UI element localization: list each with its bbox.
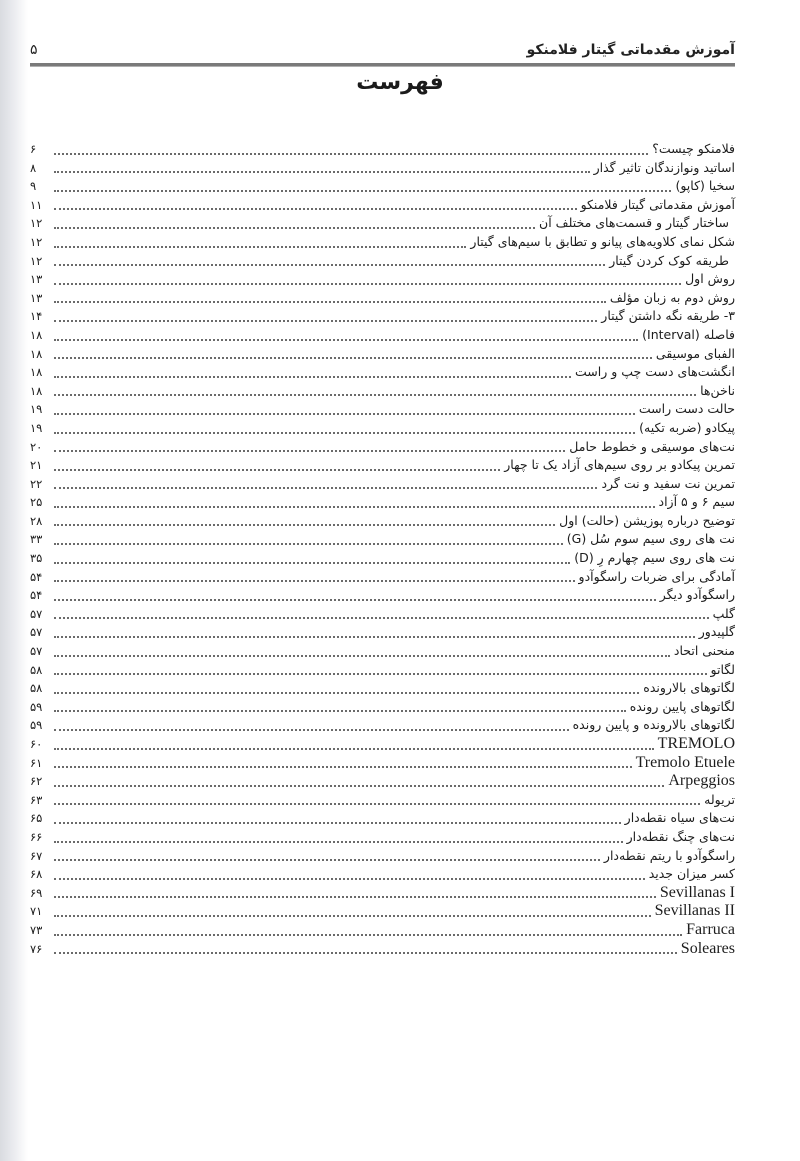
toc-entry	[30, 233, 735, 252]
dot-leader	[54, 599, 656, 601]
toc-entry-label: توضیح درباره پوزیشن (حالت) اول	[559, 512, 735, 528]
dot-leader	[54, 710, 626, 712]
toc-entry	[30, 679, 735, 698]
toc-entry-label: Sevillanas II	[654, 902, 735, 920]
dot-leader	[54, 190, 671, 192]
toc-entry-page: ۶۷	[30, 848, 43, 863]
running-header	[30, 40, 735, 62]
toc-entry	[30, 847, 735, 866]
toc-entry-label: لگاتو	[710, 661, 735, 677]
toc-entry-label: لگاتوهای بالارونده و پایین رونده	[572, 717, 735, 733]
toc-entry-page: ۷۱	[30, 904, 43, 919]
dot-leader	[54, 320, 597, 322]
toc-entry-label: ساختار گیتار و قسمت‌های مختلف آن	[539, 215, 729, 231]
dot-leader	[54, 617, 709, 619]
toc-entry	[30, 661, 735, 680]
dot-leader	[54, 748, 654, 750]
toc-entry-page: ۶۶	[30, 829, 43, 844]
dot-leader	[54, 655, 670, 657]
toc-entry	[30, 568, 735, 587]
toc-entry-page: ۳۳	[30, 532, 43, 547]
toc-entry	[30, 921, 735, 940]
toc-entry-page: ۶۰	[30, 737, 43, 751]
toc-entry-label: حالت دست راست	[638, 401, 735, 417]
toc-entry-label: پیکادو (ضربه تکیه)	[639, 419, 735, 435]
toc-entry	[30, 642, 735, 661]
dot-leader	[54, 562, 570, 564]
toc-entry-label: روش دوم به زبان مؤلف	[609, 289, 735, 305]
toc-entry-page: ۱۲	[30, 234, 43, 249]
toc-entry-page: ۶۱	[30, 755, 43, 770]
toc-entry-page: ۱۳	[30, 272, 43, 287]
dot-leader	[54, 729, 569, 731]
toc-entry-page: ۵۷	[30, 625, 43, 640]
dot-leader	[54, 339, 638, 341]
table-of-contents	[30, 140, 735, 958]
dot-leader	[54, 301, 606, 303]
dot-leader	[54, 878, 645, 880]
toc-entry-page: ۲۰	[30, 439, 43, 454]
toc-entry-label: ناخن‌ها	[700, 382, 735, 398]
toc-entry-label: راسگوآدو دیگر	[659, 587, 735, 603]
toc-entry	[30, 140, 735, 159]
dot-leader	[54, 153, 648, 155]
dot-leader	[54, 450, 565, 452]
toc-entry-label: روش اول	[685, 271, 735, 287]
toc-entry	[30, 252, 735, 271]
dot-leader	[54, 543, 563, 545]
toc-entry-label: Arpeggios	[668, 772, 735, 790]
dot-leader	[54, 692, 639, 694]
toc-entry-label: ۳- طریقه نگه داشتن گیتار	[601, 308, 735, 324]
toc-entry-label: TREMOLO	[657, 735, 735, 752]
toc-entry-label: نت‌های موسیقی و خطوط حامل	[569, 438, 735, 454]
toc-entry-label: انگشت‌های دست چپ و راست	[575, 364, 735, 380]
toc-entry	[30, 382, 735, 401]
toc-entry-page: ۱۲	[30, 253, 43, 268]
toc-entry	[30, 530, 735, 549]
toc-entry-label: فاصله (Interval)	[642, 326, 735, 342]
toc-entry-page: ۱۳	[30, 290, 43, 305]
toc-entry-page: ۱۱	[30, 197, 43, 212]
toc-entry-page: ۵۴	[30, 569, 43, 584]
toc-entry	[30, 902, 735, 921]
toc-entry	[30, 475, 735, 494]
toc-entry-page: ۶	[30, 142, 37, 156]
dot-leader	[54, 413, 635, 415]
toc-entry-page: ۵۷	[30, 644, 43, 659]
dot-leader	[54, 766, 632, 768]
dot-leader	[54, 246, 466, 248]
toc-entry	[30, 809, 735, 828]
toc-entry-label: الفبای موسیقی	[655, 345, 735, 361]
toc-entry-label: Sevillanas I	[659, 883, 735, 901]
toc-entry-label: گلپیدور	[698, 624, 735, 640]
toc-entry	[30, 456, 735, 475]
toc-entry-page: ۶۸	[30, 867, 43, 882]
toc-entry-page: ۷۳	[30, 922, 43, 937]
dot-leader	[54, 264, 605, 266]
dot-leader	[54, 376, 571, 378]
toc-entry	[30, 345, 735, 364]
toc-entry-label: نت های روی سیم سوم سُل (G)	[566, 531, 735, 547]
dot-leader	[54, 859, 600, 861]
toc-entry-label: فلامنکو چیست؟	[652, 141, 735, 156]
toc-entry	[30, 196, 735, 215]
page-edge-shadow	[0, 0, 28, 1161]
dot-leader	[54, 580, 575, 582]
toc-entry-label: Soleares	[680, 939, 735, 957]
toc-entry-page: ۷۶	[30, 941, 43, 956]
toc-entry-page: ۲۸	[30, 513, 43, 528]
dot-leader	[54, 636, 695, 638]
dot-leader	[54, 487, 597, 489]
toc-entry-label: Tremolo Etuele	[635, 753, 735, 771]
toc-entry-label: لگاتوهای پایین رونده	[629, 698, 735, 714]
dot-leader	[54, 208, 577, 210]
toc-entry-page: ۲۱	[30, 458, 43, 473]
dot-leader	[54, 673, 707, 675]
toc-entry	[30, 419, 735, 438]
toc-entry	[30, 214, 735, 233]
toc-entry-page: ۲۲	[30, 476, 43, 491]
toc-entry-page: ۱۹	[30, 402, 43, 417]
toc-entry-page: ۵۸	[30, 662, 43, 677]
toc-entry-label: نت های روی سیم چهارم رِ (D)	[574, 550, 735, 566]
toc-entry-page: ۱۴	[30, 309, 43, 324]
toc-entry-label: اساتید ونوازندگان تاثیر گذار	[593, 159, 735, 175]
toc-entry	[30, 177, 735, 196]
dot-leader	[54, 915, 651, 917]
toc-entry-label: Farruca	[686, 920, 735, 938]
dot-leader	[54, 357, 652, 359]
toc-entry-label: سخیا (کاپو)	[675, 178, 735, 194]
toc-entry-page: ۵۹	[30, 699, 43, 714]
dot-leader	[54, 822, 621, 824]
dot-leader	[54, 803, 700, 805]
toc-entry-label: نت‌های سیاه نقطه‌دار	[624, 810, 735, 826]
toc-entry-page: ۶۲	[30, 774, 43, 789]
toc-entry-page: ۱۸	[30, 383, 43, 398]
dot-leader	[54, 227, 535, 229]
toc-entry-label: راسگوآدو با ریتم نقطه‌دار	[603, 847, 735, 863]
toc-entry-label: لگاتوهای بالارونده	[643, 680, 735, 696]
dot-leader	[54, 432, 635, 434]
toc-entry-label: نت‌های چنگ نقطه‌دار	[626, 828, 735, 844]
toc-entry-label: منحنی اتحاد	[673, 643, 735, 659]
toc-entry	[30, 326, 735, 345]
toc-entry-label: تریوله	[704, 791, 735, 807]
toc-entry-page: ۱۸	[30, 327, 43, 342]
toc-entry-label: تمرین پیکادو بر روی سیم‌های آزاد یک تا چهار	[504, 457, 735, 473]
toc-entry-page: ۱۹	[30, 420, 43, 435]
dot-leader	[54, 952, 677, 954]
toc-entry-page: ۶۹	[30, 885, 43, 900]
toc-entry	[30, 623, 735, 642]
dot-leader	[54, 469, 500, 471]
dot-leader	[54, 171, 590, 173]
toc-entry-page: ۱۲	[30, 216, 43, 231]
toc-entry-label: آمادگی برای ضربات راسگوآدو	[578, 568, 735, 584]
toc-entry-page: ۶۵	[30, 811, 43, 826]
toc-entry	[30, 549, 735, 568]
toc-entry-page: ۹	[30, 179, 37, 194]
toc-entry-page: ۲۵	[30, 495, 43, 510]
toc-entry	[30, 438, 735, 457]
toc-entry	[30, 586, 735, 605]
toc-entry	[30, 884, 735, 903]
toc-entry-page: ۶۳	[30, 792, 43, 807]
toc-entry-label: سیم ۶ و ۵ آزاد	[658, 494, 735, 510]
toc-entry	[30, 828, 735, 847]
toc-entry-label: طریقه کوک کردن گیتار	[609, 252, 729, 268]
dot-leader	[54, 841, 623, 843]
toc-entry-label: گلپ	[712, 605, 735, 621]
toc-entry-label: کسر میزان جدید	[648, 866, 735, 882]
toc-entry-page: ۵۸	[30, 681, 43, 696]
toc-entry	[30, 865, 735, 884]
toc-entry-page: ۱۸	[30, 346, 43, 361]
dot-leader	[54, 934, 682, 936]
toc-entry	[30, 270, 735, 289]
page-number: ۵	[30, 42, 38, 58]
toc-entry	[30, 605, 735, 624]
toc-title: فهرست	[356, 70, 444, 95]
toc-entry	[30, 940, 735, 959]
dot-leader	[54, 506, 655, 508]
toc-entry-page: ۱۸	[30, 365, 43, 380]
toc-entry	[30, 289, 735, 308]
toc-entry-page: ۵۴	[30, 588, 43, 603]
toc-entry	[30, 159, 735, 178]
toc-entry-label: شکل نمای کلاویه‌های پیانو و تطابق با سیم‌های گیتار	[470, 233, 735, 249]
dot-leader	[54, 524, 555, 526]
dot-leader	[54, 283, 681, 285]
toc-entry-page: ۵۷	[30, 606, 43, 621]
toc-entry	[30, 791, 735, 810]
toc-entry-label: آموزش مقدماتی گیتار فلامنکو	[580, 196, 735, 212]
toc-entry-page: ۸	[30, 160, 37, 175]
toc-entry	[30, 512, 735, 531]
toc-entry	[30, 772, 735, 791]
dot-leader	[54, 896, 656, 898]
dot-leader	[54, 394, 696, 396]
toc-entry	[30, 363, 735, 382]
book-title: آموزش مقدماتی گیتار فلامنکو	[526, 42, 735, 58]
toc-entry-label: تمرین نت سفید و نت گرد	[601, 475, 735, 491]
toc-entry-page: ۳۵	[30, 551, 43, 566]
toc-entry	[30, 754, 735, 773]
dot-leader	[54, 785, 664, 787]
toc-entry	[30, 698, 735, 717]
toc-entry-page: ۵۹	[30, 718, 43, 733]
toc-entry	[30, 493, 735, 512]
toc-entry	[30, 400, 735, 419]
toc-entry	[30, 307, 735, 326]
toc-entry	[30, 716, 735, 735]
toc-entry	[30, 735, 735, 754]
header-rule	[30, 63, 735, 67]
